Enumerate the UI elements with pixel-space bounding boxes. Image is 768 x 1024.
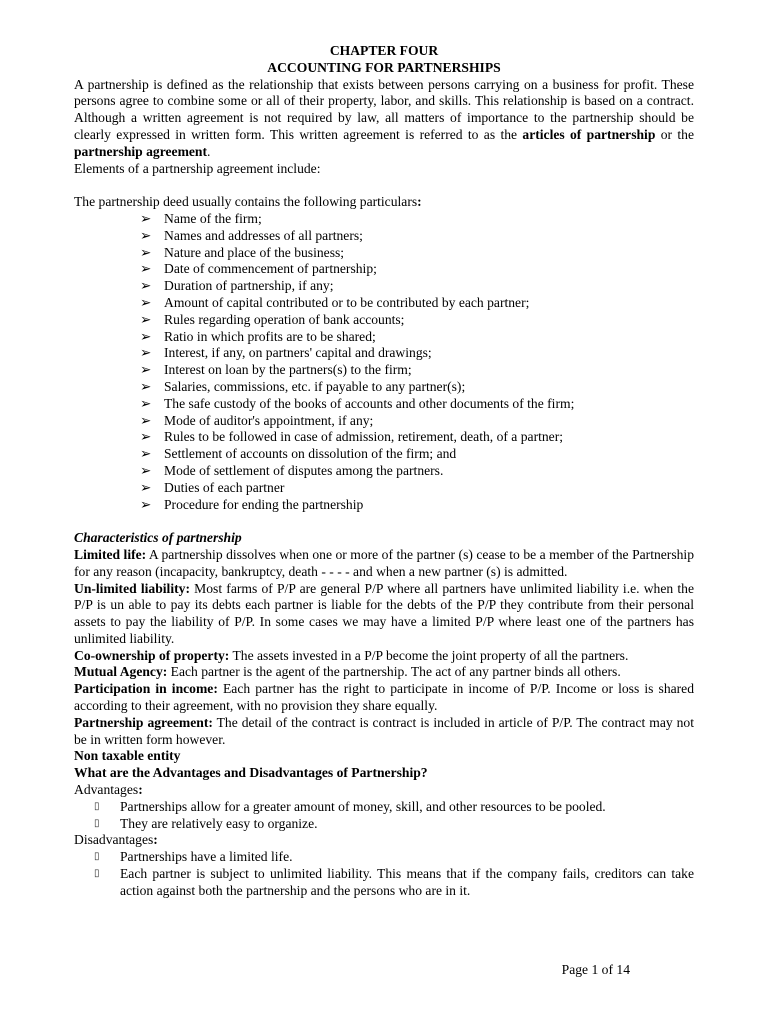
advantages-list bbox=[74, 799, 694, 833]
arrow-bullet-icon: ➢ bbox=[140, 479, 152, 495]
particular-item bbox=[140, 228, 694, 245]
characteristic-term: Un-limited liability: bbox=[74, 580, 190, 596]
particular-item bbox=[140, 446, 694, 463]
particular-item bbox=[140, 463, 694, 480]
characteristic-paragraph bbox=[74, 581, 694, 648]
arrow-bullet-icon: ➢ bbox=[140, 378, 152, 394]
arrow-bullet-icon: ➢ bbox=[140, 261, 152, 277]
particular-item bbox=[140, 497, 694, 514]
arrow-bullet-icon: ➢ bbox=[140, 362, 152, 378]
particular-text: Name of the firm; bbox=[164, 210, 262, 226]
characteristic-paragraph bbox=[74, 664, 694, 681]
advantages-colon: : bbox=[138, 782, 143, 798]
particular-text: Amount of capital contributed or to be contributed by each partner; bbox=[164, 294, 530, 310]
advantage-item bbox=[94, 816, 694, 833]
particular-text: The safe custody of the books of accounts and other documents of the firm; bbox=[164, 395, 575, 411]
characteristic-text: Each partner is the agent of the partnership. The act of any partner binds all others. bbox=[167, 664, 621, 680]
particular-item bbox=[140, 329, 694, 346]
particular-item bbox=[140, 261, 694, 278]
characteristic-term: Partnership agreement: bbox=[74, 714, 213, 730]
advantages-label bbox=[74, 782, 694, 799]
characteristic-paragraph bbox=[74, 648, 694, 665]
characteristic-term: Participation in income: bbox=[74, 681, 218, 697]
box-bullet-icon: ▯ bbox=[94, 800, 100, 812]
characteristics-heading: Characteristics of partnership bbox=[74, 530, 242, 546]
page-number: Page 1 of 14 bbox=[561, 962, 630, 977]
intro-bold-articles: articles of partnership bbox=[522, 126, 656, 142]
disadvantage-text: Each partner is subject to unlimited liability. This means that if the company fails, creditors can take action against both the partnership and the persons who are in it. bbox=[120, 866, 694, 898]
intro-bold-agreement: partnership agreement bbox=[74, 143, 208, 159]
intro-text: A partnership is defined as the relationship that exists between persons carrying on a business for profit. These persons agree to combine some or all of their property, labor, and skills. This relationship is based on a contract. Although a written agreement is not required by law, all matters of importance to the partnership should be clearly expressed in written form. This written agreement is referred to as the bbox=[74, 76, 694, 142]
advantage-item bbox=[94, 799, 694, 816]
particular-text: Mode of settlement of disputes among the partners. bbox=[164, 462, 444, 478]
arrow-bullet-icon: ➢ bbox=[140, 294, 152, 310]
deed-intro bbox=[74, 194, 694, 211]
characteristic-paragraph bbox=[74, 715, 694, 749]
characteristics-list bbox=[74, 547, 694, 749]
disadvantages-label-text: Disadvantages bbox=[74, 832, 154, 848]
characteristic-text: The detail of the contract is contract is included in article of P/P. The contract may not be in written form however. bbox=[74, 714, 694, 747]
disadvantages-label bbox=[74, 832, 694, 849]
question-text: What are the Advantages and Disadvantages of Partnership? bbox=[74, 765, 428, 781]
question-heading bbox=[74, 765, 694, 782]
arrow-bullet-icon: ➢ bbox=[140, 345, 152, 361]
particular-text: Duties of each partner bbox=[164, 479, 285, 495]
particular-text: Ratio in which profits are to be shared; bbox=[164, 328, 376, 344]
chapter-subtitle: ACCOUNTING FOR PARTNERSHIPS bbox=[267, 59, 501, 75]
particular-text: Date of commencement of partnership; bbox=[164, 261, 377, 277]
intro-text: or the bbox=[655, 126, 695, 142]
particulars-list bbox=[74, 211, 694, 513]
arrow-bullet-icon: ➢ bbox=[140, 429, 152, 445]
characteristic-term: Limited life: bbox=[74, 546, 147, 562]
particular-item bbox=[140, 362, 694, 379]
intro-paragraph bbox=[74, 77, 694, 161]
characteristic-term: Mutual Agency: bbox=[74, 664, 168, 680]
characteristic-text: Each partner has the right to participate in income of P/P. Income or loss is shared according to their agreement, with no provision they share equally. bbox=[74, 681, 695, 714]
particular-item bbox=[140, 345, 694, 362]
disadvantage-text: Partnerships have a limited life. bbox=[120, 849, 293, 865]
arrow-bullet-icon: ➢ bbox=[140, 210, 152, 226]
deed-colon: : bbox=[417, 194, 422, 210]
advantage-text: They are relatively easy to organize. bbox=[120, 815, 318, 831]
particular-text: Mode of auditor's appointment, if any; bbox=[164, 412, 374, 428]
box-bullet-icon: ▯ bbox=[94, 851, 100, 863]
advantages-label-text: Advantages bbox=[74, 782, 139, 798]
particular-text: Interest on loan by the partners(s) to the firm; bbox=[164, 362, 412, 378]
arrow-bullet-icon: ➢ bbox=[140, 412, 152, 428]
non-taxable-heading bbox=[74, 748, 694, 765]
particular-text: Rules regarding operation of bank accounts; bbox=[164, 311, 405, 327]
particular-text: Interest, if any, on partners' capital and drawings; bbox=[164, 345, 432, 361]
particular-item bbox=[140, 379, 694, 396]
particular-text: Nature and place of the business; bbox=[164, 244, 345, 260]
particular-item bbox=[140, 429, 694, 446]
disadvantage-item bbox=[94, 866, 694, 900]
characteristic-text: Most farms of P/P are general P/P where all partners have unlimited liability i.e. when the P/P is un able to pay its debts each partner is liable for the debts of the P/P they contribute from their personal assets to pay the liability of P/P. In some cases we may have a limited P/P where least one of the partners has unlimited liability. bbox=[74, 580, 694, 646]
particular-text: Procedure for ending the partnership bbox=[164, 496, 364, 512]
disadvantages-list bbox=[74, 849, 694, 899]
particular-item bbox=[140, 211, 694, 228]
deed-intro-text: The partnership deed usually contains the following particulars bbox=[74, 194, 418, 210]
non-taxable-text: Non taxable entity bbox=[74, 748, 181, 764]
characteristic-text: A partnership dissolves when one or more of the partner (s) cease to be a member of the Partnership for any reason (incapacity, bankruptcy, death - - - - and when a new partner (s) is admitted. bbox=[74, 546, 694, 579]
arrow-bullet-icon: ➢ bbox=[140, 328, 152, 344]
arrow-bullet-icon: ➢ bbox=[140, 278, 152, 294]
particular-text: Names and addresses of all partners; bbox=[164, 227, 363, 243]
arrow-bullet-icon: ➢ bbox=[140, 244, 152, 260]
particular-text: Duration of partnership, if any; bbox=[164, 278, 334, 294]
characteristic-paragraph bbox=[74, 547, 694, 581]
intro-text: . bbox=[207, 143, 211, 159]
box-bullet-icon: ▯ bbox=[94, 817, 100, 829]
characteristic-term: Co-ownership of property: bbox=[74, 647, 230, 663]
particular-item bbox=[140, 278, 694, 295]
particular-item bbox=[140, 396, 694, 413]
characteristic-paragraph bbox=[74, 681, 694, 715]
arrow-bullet-icon: ➢ bbox=[140, 311, 152, 327]
box-bullet-icon: ▯ bbox=[94, 868, 100, 880]
chapter-title: CHAPTER FOUR bbox=[329, 43, 439, 58]
arrow-bullet-icon: ➢ bbox=[140, 496, 152, 512]
arrow-bullet-icon: ➢ bbox=[140, 446, 152, 462]
particular-item bbox=[140, 245, 694, 262]
disadvantages-colon: : bbox=[153, 832, 158, 848]
disadvantage-item bbox=[94, 849, 694, 866]
arrow-bullet-icon: ➢ bbox=[140, 462, 152, 478]
particular-item bbox=[140, 312, 694, 329]
particular-text: Salaries, commissions, etc. if payable to any partner(s); bbox=[164, 378, 466, 394]
particular-item bbox=[140, 413, 694, 430]
particular-item bbox=[140, 295, 694, 312]
elements-line: Elements of a partnership agreement include: bbox=[74, 160, 321, 176]
arrow-bullet-icon: ➢ bbox=[140, 227, 152, 243]
particular-text: Rules to be followed in case of admission, retirement, death, of a partner; bbox=[164, 429, 564, 445]
particular-text: Settlement of accounts on dissolution of the firm; and bbox=[164, 446, 457, 462]
arrow-bullet-icon: ➢ bbox=[140, 395, 152, 411]
advantage-text: Partnerships allow for a greater amount of money, skill, and other resources to be pooled. bbox=[120, 798, 606, 814]
particular-item bbox=[140, 480, 694, 497]
characteristic-text: The assets invested in a P/P become the joint property of all the partners. bbox=[229, 647, 629, 663]
